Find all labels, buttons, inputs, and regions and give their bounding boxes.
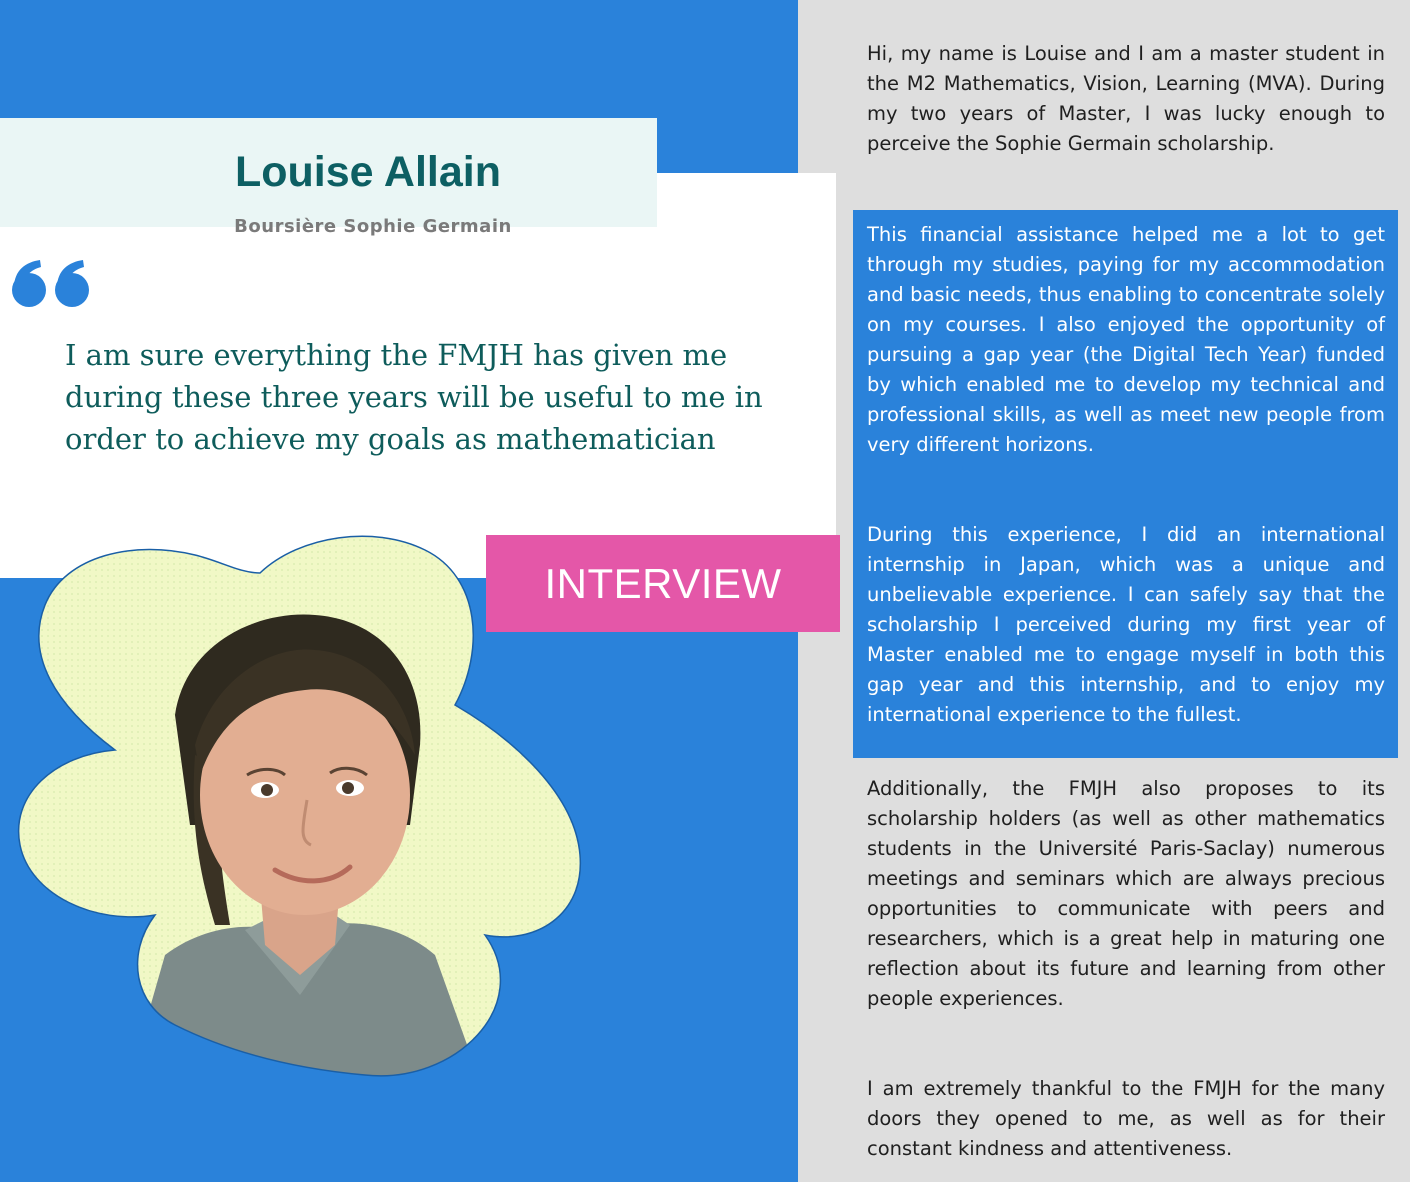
paragraph-intro: Hi, my name is Louise and I am a master student in the M2 Mathematics, Vision, Learning (MVA). During my two years of Master, I was lucky enough to perceive the Sophie Germain scholarship. — [867, 42, 1385, 155]
quote-mark-icon — [10, 258, 94, 314]
paragraph-financial: This financial assistance helped me a lot to get through my studies, paying for my accommodation and basic needs, thus enabling to concentrate solely on my courses. I also enjoyed the opportunity of pursuing a gap year (the Digital Tech Year) funded by which enabled me to develop my technical and professional skills, as well as meet new people from very different horizons. — [867, 223, 1385, 456]
person-name: Louise Allain — [235, 148, 501, 196]
person-role: Boursière Sophie Germain — [234, 216, 512, 237]
interview-badge: INTERVIEW — [486, 535, 840, 632]
pull-quote: I am sure everything the FMJH has given me during these three years will be useful to me in order to achieve my goals as mathematician — [65, 338, 763, 456]
paragraph-thanks: I am extremely thankful to the FMJH for the many doors they opened to me, as well as for their constant kindness and attentiveness. — [867, 1077, 1385, 1160]
paragraph-seminars: Additionally, the FMJH also proposes to its scholarship holders (as well as other mathematics students in the Université Paris-Saclay) numerous meetings and seminars which are always precious opportunities to communicate with peers and researchers, which is a great help in maturing one reflection about its future and learning from other people experiences. — [867, 777, 1385, 1010]
paragraph-internship: During this experience, I did an international internship in Japan, which was a unique and unbelievable experience. I can safely say that the scholarship I perceived during my first year of Master enabled me to engage myself in both this gap year and this internship, and to enjoy my international experience to the fullest. — [867, 523, 1385, 726]
